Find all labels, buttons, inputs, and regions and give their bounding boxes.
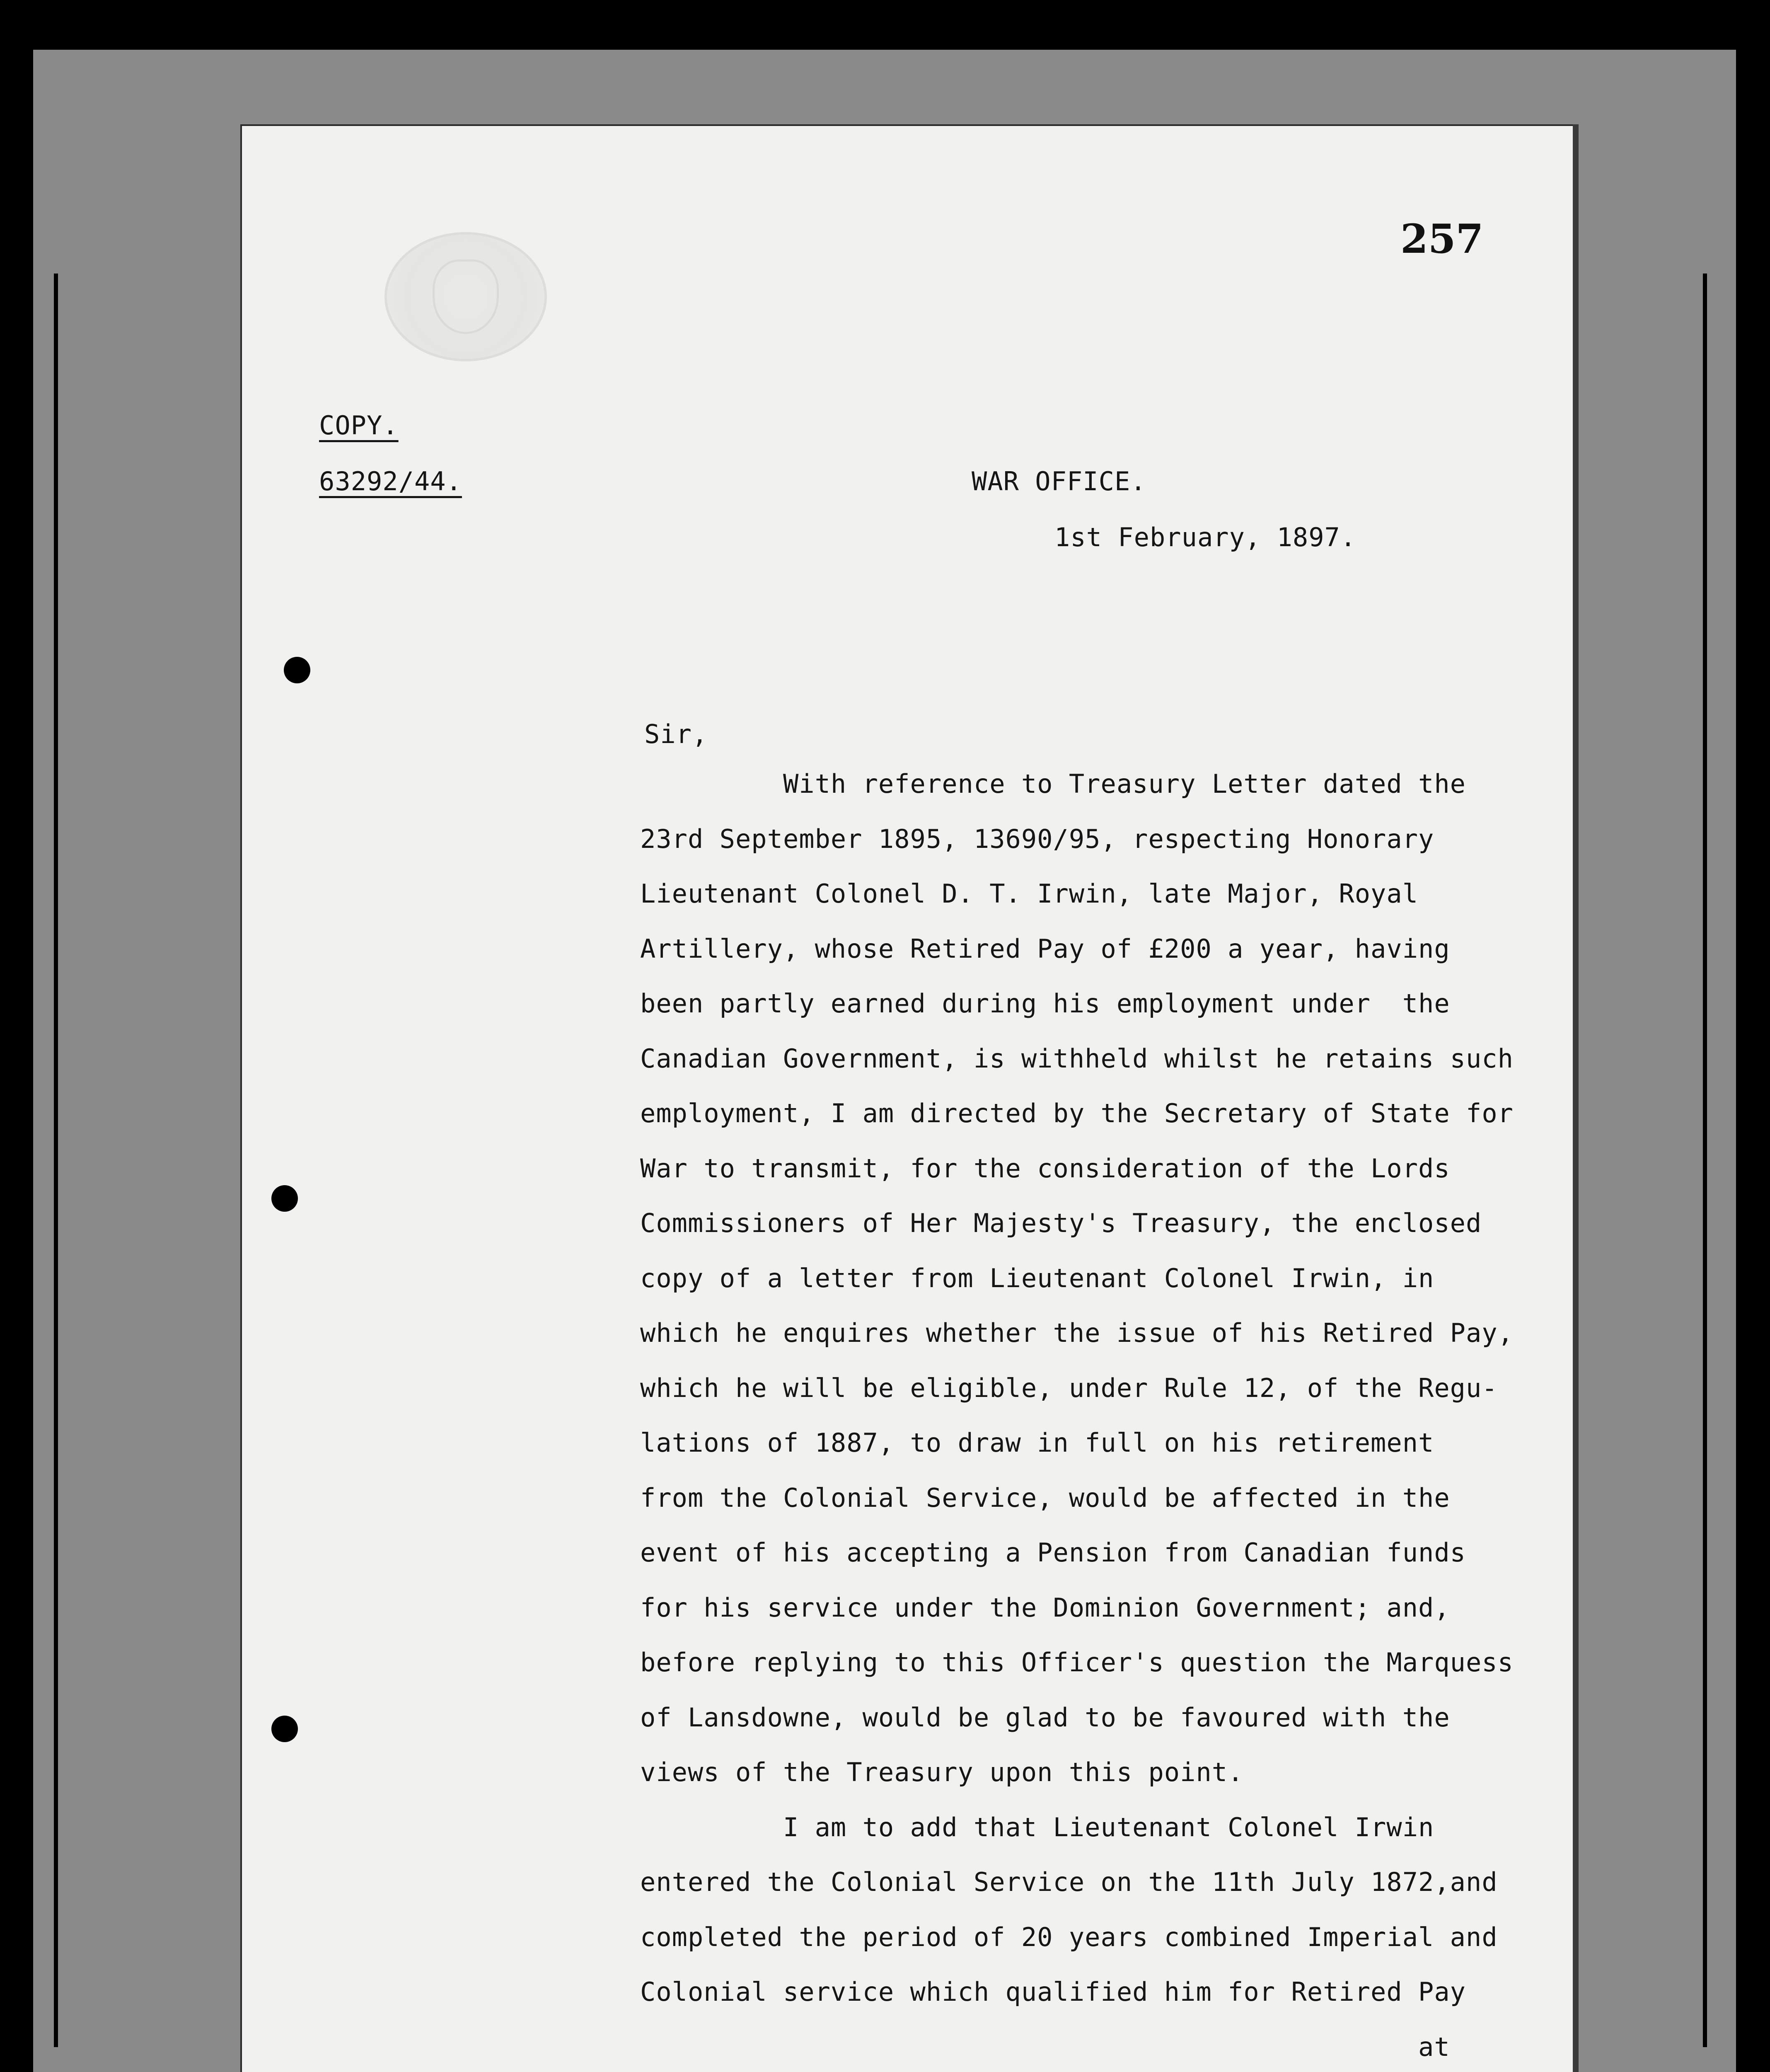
body-line: which he will be eligible, under Rule 12, of the Regu- xyxy=(640,1372,1498,1403)
body-line: for his service under the Dominion Government; and, xyxy=(640,1592,1450,1623)
body-line: been partly earned during his employment under the xyxy=(640,988,1450,1019)
body-line: before replying to this Officer's question the Marquess xyxy=(640,1647,1514,1677)
body-line: of Lansdowne, would be glad to be favoured with the xyxy=(640,1702,1450,1733)
body-line: Commissioners of Her Majesty's Treasury, the enclosed xyxy=(640,1208,1482,1238)
body-line: employment, I am directed by the Secretary of State for xyxy=(640,1098,1514,1128)
letter-date: 1st February, 1897. xyxy=(1054,522,1357,552)
frame-rule-left xyxy=(54,274,58,2047)
body-line: views of the Treasury upon this point. xyxy=(640,1757,1244,1787)
body-line: Artillery, whose Retired Pay of £200 a year, having xyxy=(640,933,1450,964)
reference-number: 63292/44. xyxy=(319,466,462,496)
page-number: 257 xyxy=(1400,215,1484,262)
copy-label: COPY. xyxy=(319,410,399,441)
seal-crest xyxy=(433,259,499,334)
body-line: War to transmit, for the consideration of the Lords xyxy=(640,1153,1450,1184)
body-line: from the Colonial Service, would be affected in the xyxy=(640,1482,1450,1513)
body-line: copy of a letter from Lieutenant Colonel Irwin, in xyxy=(640,1263,1434,1293)
body-line: With reference to Treasury Letter dated the xyxy=(640,769,1466,799)
body-line: Canadian Government, is withheld whilst he retains such xyxy=(640,1043,1514,1074)
body-line: which he enquires whether the issue of his Retired Pay, xyxy=(640,1318,1514,1348)
punch-hole-top xyxy=(284,657,310,683)
punch-hole-middle xyxy=(271,1185,298,1212)
body-line: lations of 1887, to draw in full on his retirement xyxy=(640,1428,1434,1458)
frame-rule-right xyxy=(1703,274,1707,2047)
body-line: Lieutenant Colonel D. T. Irwin, late Major, Royal xyxy=(640,879,1419,909)
body-line: Colonial service which qualified him for Retired Pay xyxy=(640,1977,1466,2007)
salutation: Sir, xyxy=(644,719,708,749)
body-line: completed the period of 20 years combined Imperial and xyxy=(640,1922,1498,1952)
body-line: entered the Colonial Service on the 11th July 1872,and xyxy=(640,1867,1498,1897)
punch-hole-bottom xyxy=(271,1716,298,1742)
body-line: I am to add that Lieutenant Colonel Irwin xyxy=(640,1812,1434,1842)
body-line: 23rd September 1895, 13690/95, respecting Honorary xyxy=(640,823,1434,854)
body-line: at xyxy=(640,2031,1450,2062)
office-heading: WAR OFFICE. xyxy=(972,466,1146,496)
body-line: event of his accepting a Pension from Canadian funds xyxy=(640,1537,1466,1568)
embossed-seal xyxy=(384,232,547,361)
